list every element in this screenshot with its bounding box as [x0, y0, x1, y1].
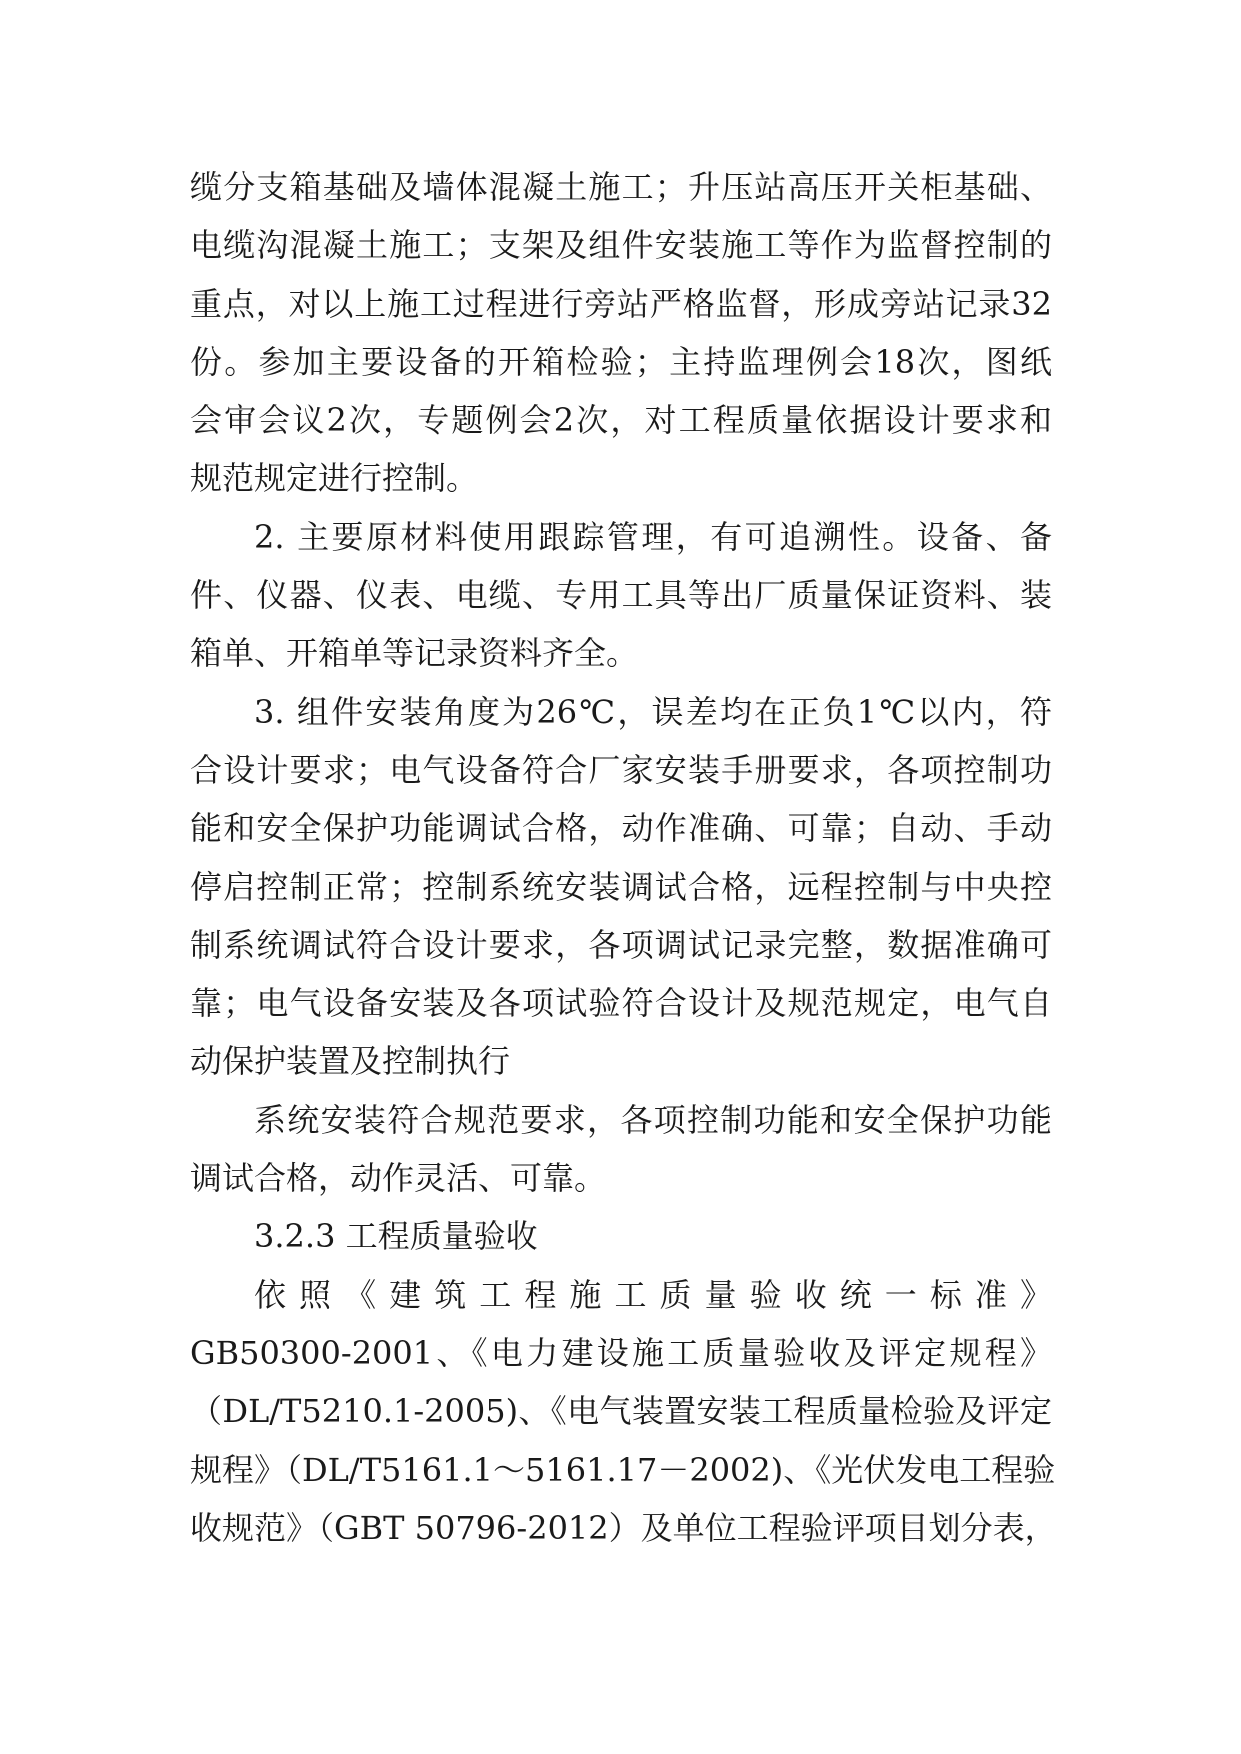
text-line: 重点，对以上施工过程进行旁站严格监督，形成旁站记录32 — [190, 284, 1052, 323]
text-line: 合设计要求；电气设备符合厂家安装手册要求，各项控制功 — [190, 750, 1052, 789]
text-line: 规范规定进行控制。 — [190, 459, 479, 498]
text-line: 会审会议2次，专题例会2次，对工程质量依据设计要求和 — [190, 401, 1052, 440]
text-line: 缆分支箱基础及墙体混凝土施工；升压站高压开关柜基础、 — [190, 168, 1052, 206]
text-line: 箱单、开箱单等记录资料齐全。 — [190, 634, 639, 673]
text-line: 系统安装符合规范要求，各项控制功能和安全保护功能 — [254, 1100, 1052, 1139]
text-line: GB50300-2001、《电力建设施工质量验收及评定规程》 — [190, 1333, 1052, 1372]
text-line: 调试合格，动作灵活、可靠。 — [190, 1159, 607, 1198]
text-line: 动保护装置及控制执行 — [190, 1042, 511, 1081]
text-line: 份。参加主要设备的开箱检验；主持监理例会18次，图纸 — [190, 342, 1052, 381]
document-body — [190, 158, 1057, 1557]
section-heading: 3.2.3 工程质量验收 — [254, 1217, 538, 1256]
text-line: （DL/T5210.1-2005)、《电气装置安装工程质量检验及评定 — [190, 1392, 1052, 1431]
text-line: 收规范》（GBT 50796-2012）及单位工程验评项目划分表， — [190, 1508, 1057, 1547]
text-line: 件、仪器、仪表、电缆、专用工具等出厂质量保证资料、装 — [190, 576, 1052, 615]
text-line: 2. 主要原材料使用跟踪管理，有可追溯性。设备、备 — [254, 517, 1052, 556]
text-line: 规程》（DL/T5161.1～5161.17－2002)、《光伏发电工程验 — [190, 1450, 1056, 1489]
text-line: 停启控制正常；控制系统安装调试合格，远程控制与中央控 — [190, 867, 1052, 906]
text-line: 靠；电气设备安装及各项试验符合设计及规范规定，电气自 — [190, 984, 1052, 1023]
text-line: 电缆沟混凝土施工；支架及组件安装施工等作为监督控制的 — [190, 226, 1052, 265]
text-line: 制系统调试符合设计要求，各项调试记录完整，数据准确可 — [190, 925, 1052, 964]
text-line: 3. 组件安装角度为26℃，误差均在正负1℃以内，符 — [254, 692, 1052, 731]
text-line: 依照《建筑工程施工质量验收统一标准》 — [254, 1275, 1052, 1314]
text-line: 能和安全保护功能调试合格，动作准确、可靠；自动、手动 — [190, 809, 1052, 848]
